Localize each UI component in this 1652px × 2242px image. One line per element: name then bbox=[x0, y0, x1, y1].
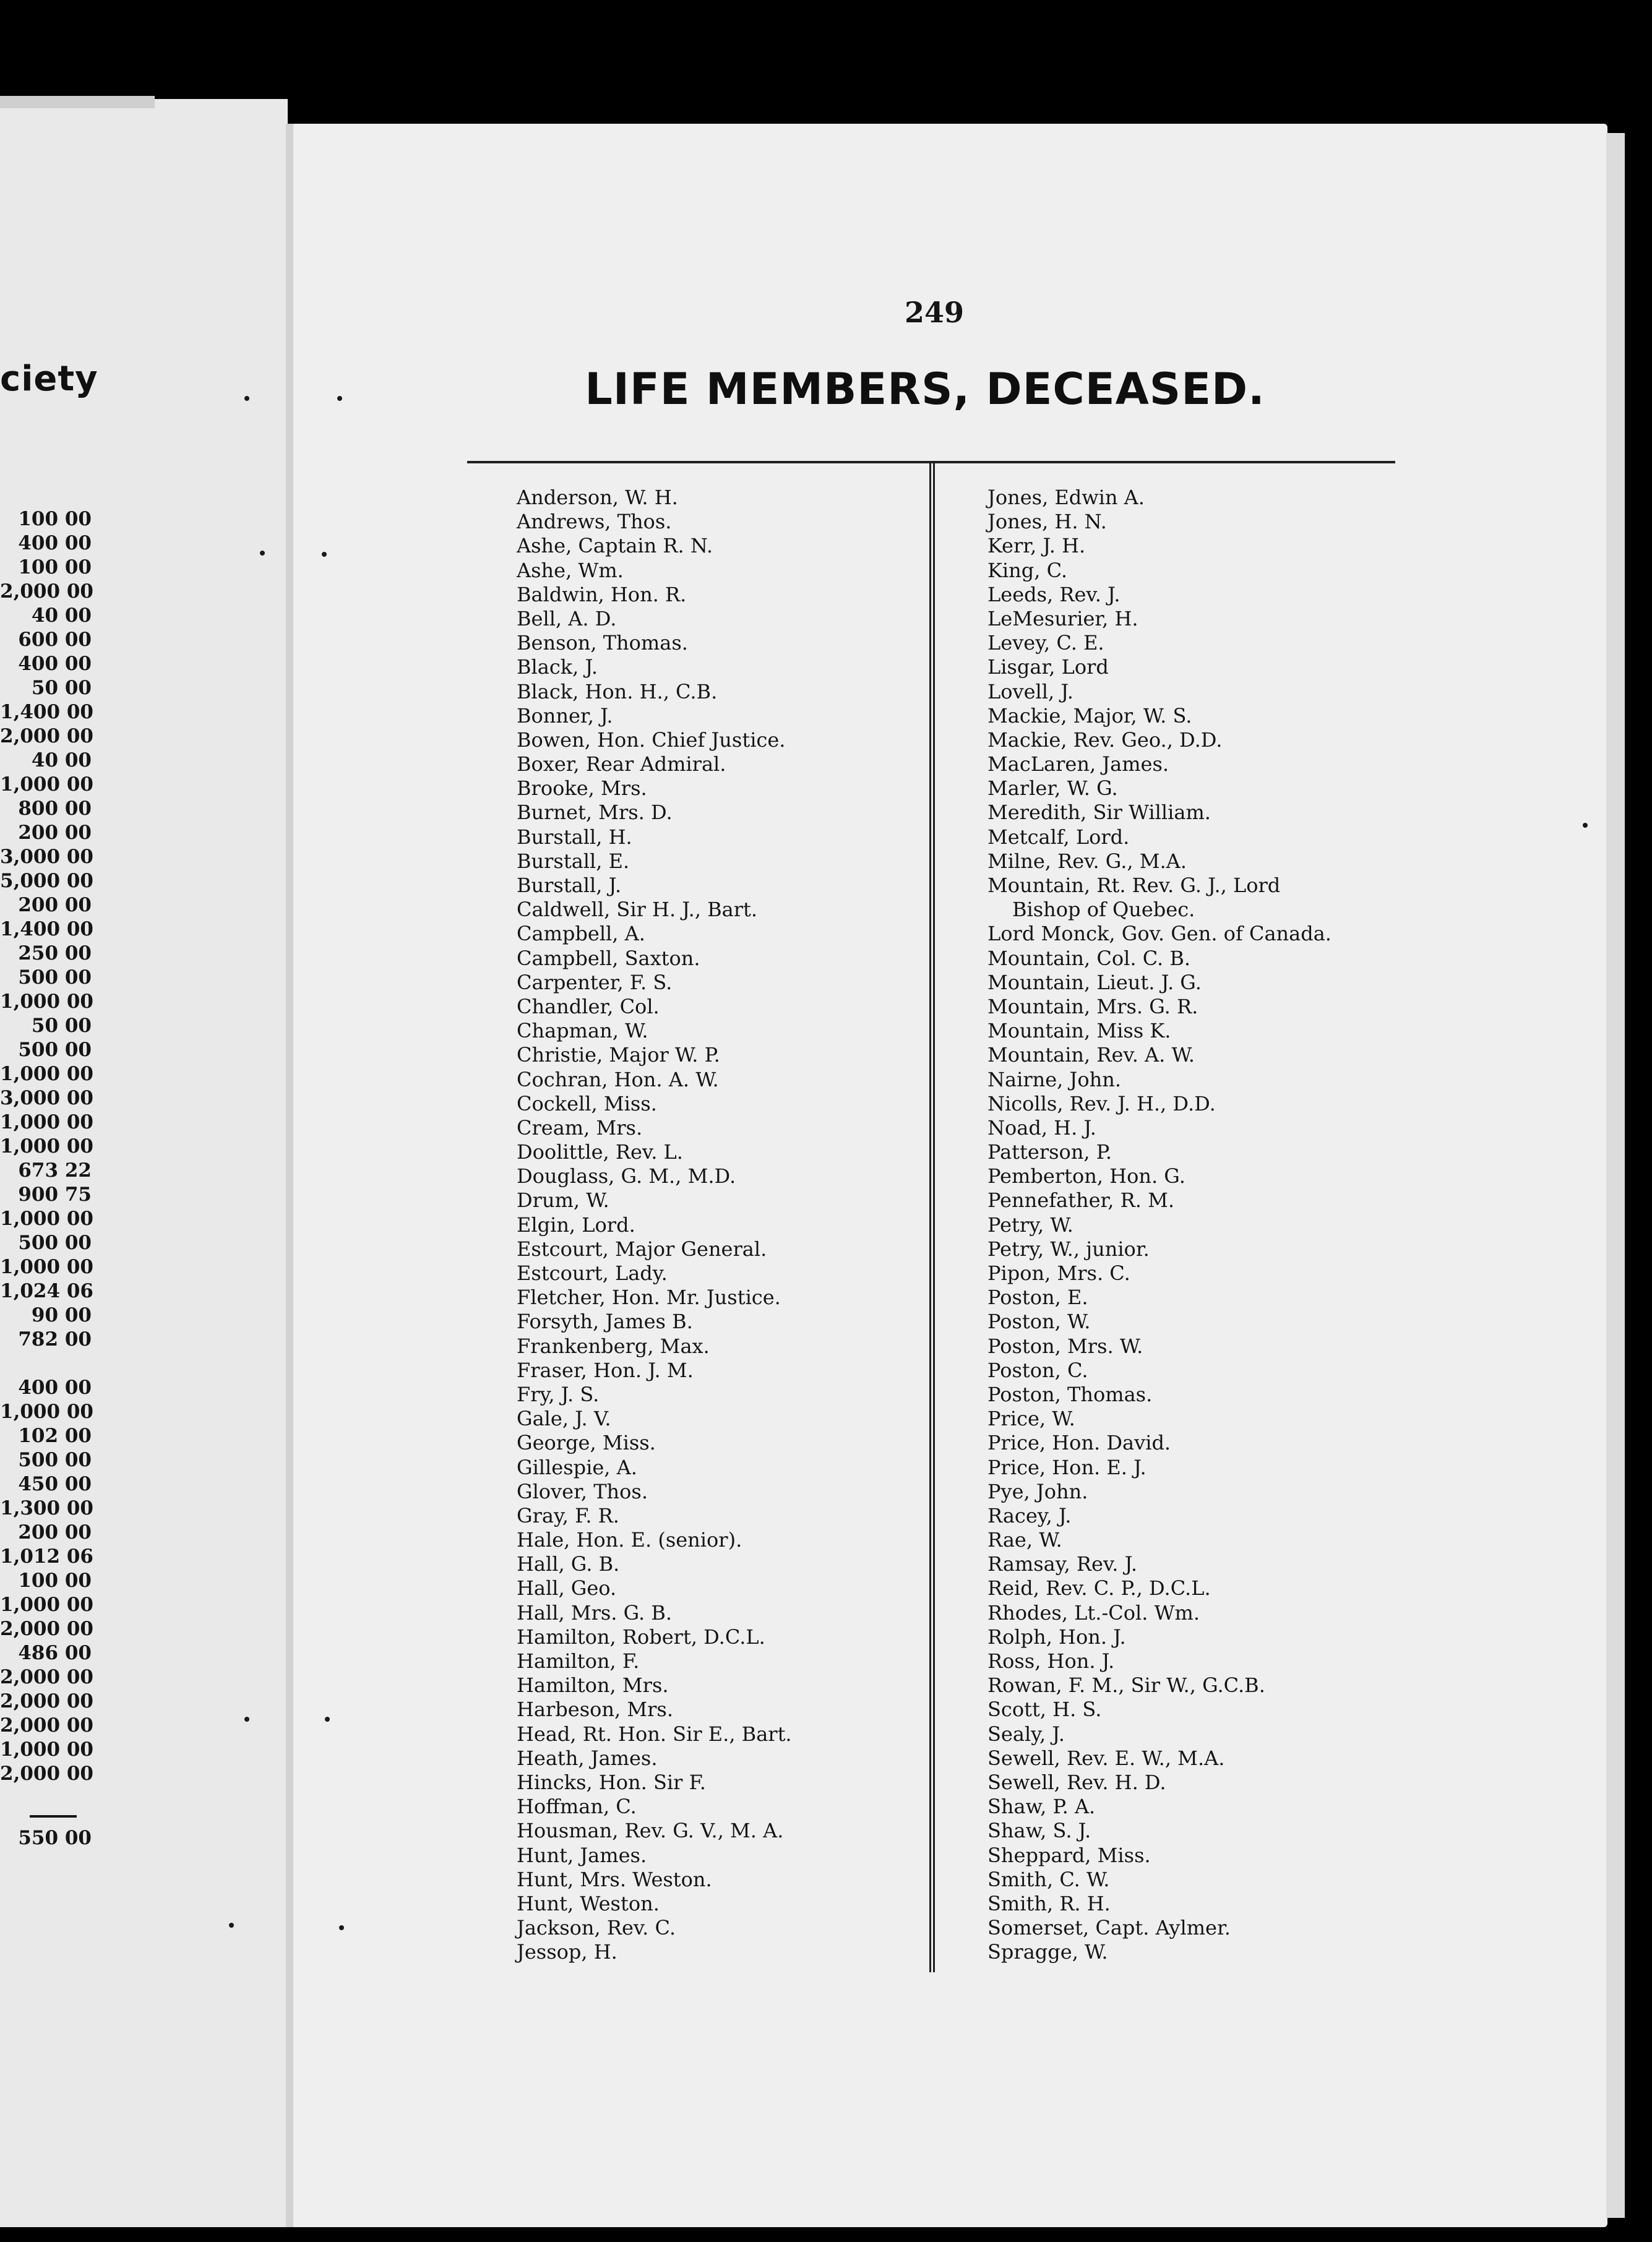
amount-item: 90 00 bbox=[31, 1304, 92, 1326]
member-entry: Marler, W. G. bbox=[987, 776, 1118, 801]
amount-item: 1,400 00 bbox=[0, 701, 94, 723]
amount-item: 500 00 bbox=[18, 966, 92, 989]
left-page-total: 550 00 bbox=[18, 1827, 92, 1849]
amount-item: 400 00 bbox=[18, 653, 92, 675]
member-entry: Jessop, H. bbox=[517, 1940, 617, 1964]
member-entry: Housman, Rev. G. V., M. A. bbox=[517, 1819, 784, 1843]
member-entry: Andrews, Thos. bbox=[517, 510, 672, 534]
amount-item: 1,000 00 bbox=[0, 1401, 94, 1423]
member-entry: Ashe, Captain R. N. bbox=[517, 534, 713, 558]
members-right-column bbox=[987, 486, 1421, 1964]
amount-item: 1,000 00 bbox=[0, 1063, 94, 1085]
member-entry: Poston, Thomas. bbox=[987, 1382, 1153, 1406]
margin-speck bbox=[260, 551, 265, 556]
member-entry: Reid, Rev. C. P., D.C.L. bbox=[987, 1576, 1211, 1600]
amount-item: 600 00 bbox=[18, 629, 92, 651]
amount-item: 1,000 00 bbox=[0, 1594, 94, 1616]
column-divider bbox=[929, 463, 935, 1972]
left-page-edge-strip bbox=[0, 96, 155, 108]
amount-item: 1,024 06 bbox=[0, 1280, 94, 1302]
member-entry: Shaw, S. J. bbox=[987, 1819, 1091, 1843]
amount-item: 782 00 bbox=[18, 1328, 92, 1351]
member-entry: Boxer, Rear Admiral. bbox=[517, 752, 726, 776]
amount-item: 2,000 00 bbox=[0, 1618, 94, 1640]
member-entry: LeMesurier, H. bbox=[987, 606, 1138, 630]
member-entry: Fry, J. S. bbox=[517, 1382, 600, 1406]
member-entry: Bishop of Quebec. bbox=[1012, 898, 1195, 922]
margin-speck bbox=[229, 1923, 234, 1928]
member-entry: Head, Rt. Hon. Sir E., Bart. bbox=[517, 1722, 792, 1746]
member-entry: Campbell, A. bbox=[517, 922, 645, 946]
amount-item: 500 00 bbox=[18, 1449, 92, 1471]
page-title: LIFE MEMBERS, DECEASED. bbox=[585, 364, 1265, 414]
margin-speck bbox=[244, 1717, 249, 1722]
member-entry: Hamilton, Robert, D.C.L. bbox=[517, 1625, 765, 1649]
amount-item: 400 00 bbox=[18, 1377, 92, 1399]
margin-speck bbox=[322, 552, 327, 557]
member-entry: Patterson, P. bbox=[987, 1140, 1112, 1164]
member-entry: Mackie, Rev. Geo., D.D. bbox=[987, 728, 1223, 752]
page-number: 249 bbox=[904, 296, 965, 329]
amount-item: 2,000 00 bbox=[0, 1714, 94, 1737]
member-entry: Hamilton, F. bbox=[517, 1649, 640, 1673]
member-entry: Campbell, Saxton. bbox=[517, 946, 700, 970]
amount-item: 200 00 bbox=[18, 1521, 92, 1544]
amount-item: 200 00 bbox=[18, 822, 92, 844]
member-entry: Spragge, W. bbox=[987, 1940, 1108, 1964]
member-entry: Burstall, E. bbox=[517, 849, 630, 873]
member-entry: Sheppard, Miss. bbox=[987, 1843, 1151, 1867]
member-entry: Levey, C. E. bbox=[987, 631, 1104, 655]
member-entry: Ross, Hon. J. bbox=[987, 1649, 1115, 1673]
member-entry: Bowen, Hon. Chief Justice. bbox=[517, 728, 786, 752]
member-entry: Hall, Geo. bbox=[517, 1576, 617, 1600]
amount-item: 3,000 00 bbox=[0, 1087, 94, 1109]
member-entry: Shaw, P. A. bbox=[987, 1795, 1096, 1819]
member-entry: Bell, A. D. bbox=[517, 606, 617, 630]
member-entry: Sewell, Rev. E. W., M.A. bbox=[987, 1746, 1225, 1770]
member-entry: Jones, Edwin A. bbox=[987, 486, 1145, 509]
member-entry: Smith, R. H. bbox=[987, 1891, 1111, 1915]
member-entry: Hall, Mrs. G. B. bbox=[517, 1600, 673, 1625]
amount-item: 2,000 00 bbox=[0, 580, 94, 603]
amount-item: 2,000 00 bbox=[0, 725, 94, 747]
member-entry: Poston, W. bbox=[987, 1310, 1091, 1334]
member-entry: Caldwell, Sir H. J., Bart. bbox=[517, 898, 758, 922]
margin-speck bbox=[1583, 823, 1588, 828]
member-entry: Hunt, Mrs. Weston. bbox=[517, 1867, 712, 1891]
amount-item: 50 00 bbox=[31, 1015, 92, 1037]
member-entry: Forsyth, James B. bbox=[517, 1310, 693, 1334]
amount-item: 400 00 bbox=[18, 532, 92, 554]
margin-speck bbox=[337, 396, 342, 401]
member-entry: Petry, W., junior. bbox=[987, 1237, 1150, 1261]
amount-item: 1,300 00 bbox=[0, 1497, 94, 1519]
member-entry: Pye, John. bbox=[987, 1479, 1088, 1503]
member-entry: Bonner, J. bbox=[517, 703, 613, 728]
member-entry: Douglass, G. M., M.D. bbox=[517, 1164, 736, 1188]
amount-item: 1,000 00 bbox=[0, 773, 94, 796]
amount-item: 500 00 bbox=[18, 1232, 92, 1254]
member-entry: Rolph, Hon. J. bbox=[987, 1625, 1126, 1649]
member-entry: Hunt, Weston. bbox=[517, 1891, 660, 1915]
sum-rule bbox=[30, 1815, 77, 1818]
member-entry: Hale, Hon. E. (senior). bbox=[517, 1528, 742, 1552]
amount-item: 2,000 00 bbox=[0, 1763, 94, 1785]
member-entry: Estcourt, Major General. bbox=[517, 1237, 767, 1261]
member-entry: Mountain, Miss K. bbox=[987, 1019, 1171, 1043]
member-entry: Nairne, John. bbox=[987, 1067, 1121, 1091]
member-entry: Fraser, Hon. J. M. bbox=[517, 1358, 694, 1382]
member-entry: Elgin, Lord. bbox=[517, 1213, 635, 1237]
member-entry: Chapman, W. bbox=[517, 1019, 648, 1043]
amount-item: 100 00 bbox=[18, 1570, 92, 1592]
amount-item: 102 00 bbox=[18, 1425, 92, 1447]
member-entry: Price, Hon. E. J. bbox=[987, 1455, 1147, 1479]
member-entry: Mackie, Major, W. S. bbox=[987, 703, 1192, 728]
amount-item: 1,000 00 bbox=[0, 1111, 94, 1133]
member-entry: Frankenberg, Max. bbox=[517, 1334, 710, 1358]
member-entry: Smith, C. W. bbox=[987, 1867, 1110, 1891]
member-entry: King, C. bbox=[987, 558, 1068, 582]
member-entry: Jackson, Rev. C. bbox=[517, 1916, 676, 1940]
amount-item: 40 00 bbox=[31, 604, 92, 627]
member-entry: Lovell, J. bbox=[987, 679, 1073, 703]
amount-item: 1,000 00 bbox=[0, 1738, 94, 1761]
member-entry: Rhodes, Lt.-Col. Wm. bbox=[987, 1600, 1200, 1625]
member-entry: Racey, J. bbox=[987, 1503, 1072, 1527]
member-entry: Estcourt, Lady. bbox=[517, 1261, 668, 1285]
member-entry: Hincks, Hon. Sir F. bbox=[517, 1770, 706, 1794]
amount-item: 250 00 bbox=[18, 942, 92, 964]
member-entry: Mountain, Rev. A. W. bbox=[987, 1043, 1195, 1067]
member-entry: Poston, E. bbox=[987, 1286, 1088, 1310]
book-gutter bbox=[286, 124, 293, 2227]
member-entry: Rowan, F. M., Sir W., G.C.B. bbox=[987, 1673, 1265, 1698]
left-page-amount-list bbox=[0, 507, 92, 1786]
member-entry: Milne, Rev. G., M.A. bbox=[987, 849, 1187, 873]
margin-speck bbox=[244, 396, 249, 401]
amount-item: 450 00 bbox=[18, 1473, 92, 1495]
member-entry: Price, Hon. David. bbox=[987, 1431, 1171, 1455]
member-entry: Cochran, Hon. A. W. bbox=[517, 1067, 719, 1091]
amount-item: 100 00 bbox=[18, 508, 92, 530]
member-entry: Gillespie, A. bbox=[517, 1455, 637, 1479]
margin-speck bbox=[325, 1717, 330, 1722]
member-entry: Rae, W. bbox=[987, 1528, 1062, 1552]
member-entry: Hamilton, Mrs. bbox=[517, 1673, 669, 1698]
member-entry: Anderson, W. H. bbox=[517, 486, 678, 509]
member-entry: Hall, G. B. bbox=[517, 1552, 620, 1576]
amount-item: 200 00 bbox=[18, 894, 92, 916]
page-edge bbox=[1606, 133, 1625, 2218]
amount-item: 1,000 00 bbox=[0, 1135, 94, 1158]
amount-item: 2,000 00 bbox=[0, 1666, 94, 1688]
member-entry: Mountain, Col. C. B. bbox=[987, 946, 1191, 970]
amount-item: 40 00 bbox=[31, 749, 92, 771]
member-entry: Lord Monck, Gov. Gen. of Canada. bbox=[987, 922, 1331, 946]
margin-speck bbox=[339, 1925, 344, 1930]
member-entry: Scott, H. S. bbox=[987, 1698, 1102, 1722]
member-entry: Noad, H. J. bbox=[987, 1115, 1096, 1140]
member-entry: Petry, W. bbox=[987, 1213, 1073, 1237]
member-entry: Drum, W. bbox=[517, 1188, 609, 1213]
member-entry: Burnet, Mrs. D. bbox=[517, 801, 673, 825]
member-entry: Mountain, Lieut. J. G. bbox=[987, 970, 1202, 994]
member-entry: Mountain, Rt. Rev. G. J., Lord bbox=[987, 874, 1281, 897]
amount-item: 1,012 06 bbox=[0, 1545, 94, 1568]
amount-item: 100 00 bbox=[18, 556, 92, 578]
member-entry: Harbeson, Mrs. bbox=[517, 1698, 673, 1722]
member-entry: Baldwin, Hon. R. bbox=[517, 582, 687, 606]
amount-item: 5,000 00 bbox=[0, 870, 94, 892]
member-entry: Poston, Mrs. W. bbox=[987, 1334, 1143, 1358]
member-entry: Leeds, Rev. J. bbox=[987, 582, 1121, 606]
member-entry: Black, Hon. H., C.B. bbox=[517, 679, 718, 703]
member-entry: Pennefather, R. M. bbox=[987, 1188, 1175, 1213]
member-entry: Somerset, Capt. Aylmer. bbox=[987, 1916, 1231, 1940]
amount-item: 900 75 bbox=[18, 1183, 92, 1206]
member-entry: Metcalf, Lord. bbox=[987, 825, 1130, 849]
amount-item: 3,000 00 bbox=[0, 846, 94, 868]
member-entry: Jones, H. N. bbox=[987, 510, 1107, 534]
member-entry: MacLaren, James. bbox=[987, 752, 1169, 776]
member-entry: Brooke, Mrs. bbox=[517, 776, 647, 801]
member-entry: Pipon, Mrs. C. bbox=[987, 1261, 1130, 1285]
amount-gap bbox=[0, 1352, 92, 1376]
amount-item: 486 00 bbox=[18, 1642, 92, 1664]
member-entry: Black, J. bbox=[517, 655, 598, 679]
member-entry: Burstall, J. bbox=[517, 874, 622, 897]
member-entry: Burstall, H. bbox=[517, 825, 632, 849]
member-entry: Mountain, Mrs. G. R. bbox=[987, 994, 1198, 1018]
member-entry: Pemberton, Hon. G. bbox=[987, 1164, 1185, 1188]
member-entry: Benson, Thomas. bbox=[517, 631, 688, 655]
member-entry: Heath, James. bbox=[517, 1746, 658, 1770]
member-entry: Meredith, Sir William. bbox=[987, 801, 1211, 825]
member-entry: George, Miss. bbox=[517, 1431, 656, 1455]
member-entry: Sewell, Rev. H. D. bbox=[987, 1770, 1166, 1794]
amount-item: 1,400 00 bbox=[0, 918, 94, 940]
member-entry: Chandler, Col. bbox=[517, 994, 660, 1018]
member-entry: Fletcher, Hon. Mr. Justice. bbox=[517, 1286, 781, 1310]
members-left-column bbox=[517, 486, 913, 1964]
member-entry: Gray, F. R. bbox=[517, 1503, 619, 1527]
amount-item: 1,000 00 bbox=[0, 1208, 94, 1230]
amount-item: 500 00 bbox=[18, 1039, 92, 1061]
member-entry: Gale, J. V. bbox=[517, 1407, 611, 1431]
member-entry: Ramsay, Rev. J. bbox=[987, 1552, 1138, 1576]
member-entry: Carpenter, F. S. bbox=[517, 970, 673, 994]
left-page-heading: ciety bbox=[0, 359, 98, 399]
member-entry: Hoffman, C. bbox=[517, 1795, 637, 1819]
member-entry: Doolittle, Rev. L. bbox=[517, 1140, 683, 1164]
member-entry: Nicolls, Rev. J. H., D.D. bbox=[987, 1091, 1216, 1115]
member-entry: Lisgar, Lord bbox=[987, 655, 1109, 679]
member-entry: Price, W. bbox=[987, 1407, 1075, 1431]
amount-item: 673 22 bbox=[18, 1159, 92, 1182]
member-entry: Sealy, J. bbox=[987, 1722, 1065, 1746]
member-entry: Hunt, James. bbox=[517, 1843, 647, 1867]
member-entry: Cockell, Miss. bbox=[517, 1091, 657, 1115]
member-entry: Glover, Thos. bbox=[517, 1479, 648, 1503]
amount-item: 1,000 00 bbox=[0, 990, 94, 1013]
member-entry: Christie, Major W. P. bbox=[517, 1043, 720, 1067]
member-entry: Ashe, Wm. bbox=[517, 558, 624, 582]
amount-item: 50 00 bbox=[31, 677, 92, 699]
member-entry: Poston, C. bbox=[987, 1358, 1088, 1382]
amount-item: 800 00 bbox=[18, 797, 92, 820]
amount-item: 2,000 00 bbox=[0, 1690, 94, 1712]
member-entry: Kerr, J. H. bbox=[987, 534, 1086, 558]
amount-item: 1,000 00 bbox=[0, 1256, 94, 1278]
member-entry: Cream, Mrs. bbox=[517, 1115, 643, 1140]
